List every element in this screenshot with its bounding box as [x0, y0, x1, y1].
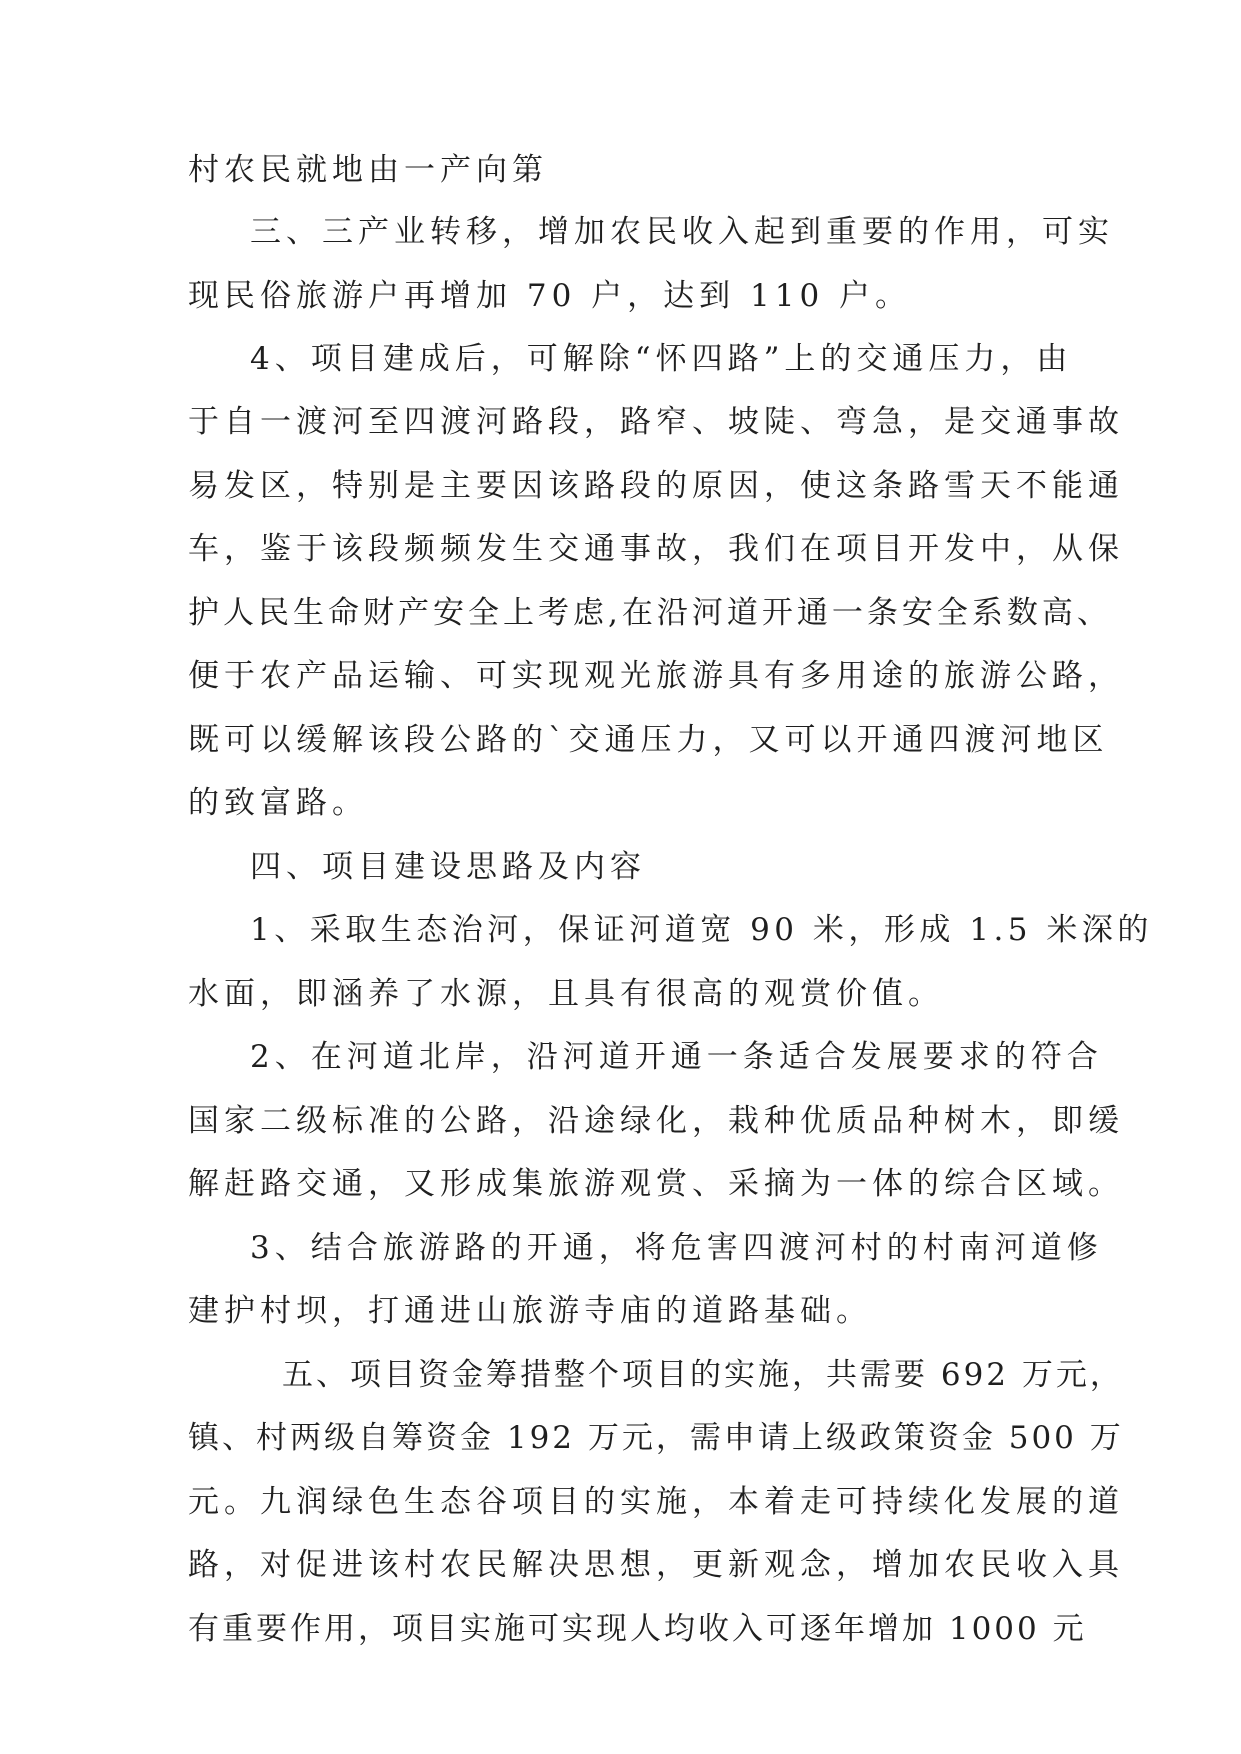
text-line-16: 国家二级标准的公路，沿途绿化，栽种优质品种树木，即缓 [188, 1103, 1124, 1139]
text-line-18: 3、结合旅游路的开通，将危害四渡河村的村南河道修 [250, 1230, 1103, 1266]
text-line-2: 三、三产业转移，增加农民收入起到重要的作用，可实 [250, 214, 1114, 250]
text-line-19: 建护村坝，打通进山旅游寺庙的道路基础。 [188, 1293, 872, 1329]
text-line-4: 4、项目建成后，可解除“怀四路”上的交通压力，由 [250, 341, 1073, 377]
text-line-8: 护人民生命财产安全上考虑,在沿河道开通一条安全系数高、 [188, 595, 1112, 631]
text-line-21: 镇、村两级自筹资金 192 万元，需申请上级政策资金 500 万 [188, 1420, 1124, 1456]
text-line-14: 水面，即涵养了水源，且具有很高的观赏价值。 [188, 976, 944, 1012]
text-line-11: 的致富路。 [188, 785, 368, 821]
text-line-13: 1、采取生态治河，保证河道宽 90 米，形成 1.5 米深的 [250, 912, 1153, 948]
text-line-10: 既可以缓解该段公路的`交通压力，又可以开通四渡河地区 [188, 722, 1109, 758]
text-line-23: 路，对促进该村农民解决思想，更新观念，增加农民收入具 [188, 1547, 1124, 1583]
text-line-22: 元。九润绿色生态谷项目的实施，本着走可持续化发展的道 [188, 1484, 1124, 1520]
text-line-5: 于自一渡河至四渡河路段，路窄、坡陡、弯急，是交通事故 [188, 404, 1124, 440]
section-heading-4: 四、项目建设思路及内容 [250, 849, 646, 885]
section-heading-5: 五、项目资金筹措整个项目的实施，共需要 692 万元， [282, 1357, 1124, 1393]
text-line-24: 有重要作用，项目实施可实现人均收入可逐年增加 1000 元 [188, 1611, 1087, 1647]
text-line-3: 现民俗旅游户再增加 70 户，达到 110 户。 [188, 278, 912, 314]
text-line-6: 易发区，特别是主要因该路段的原因，使这条路雪天不能通 [188, 468, 1124, 504]
text-line-7: 车，鉴于该段频频发生交通事故，我们在项目开发中，从保 [188, 531, 1124, 567]
text-line-9: 便于农产品运输、可实现观光旅游具有多用途的旅游公路， [188, 658, 1124, 694]
text-line-15: 2、在河道北岸，沿河道开通一条适合发展要求的符合 [250, 1039, 1103, 1075]
text-line-1: 村农民就地由一产向第 [188, 152, 548, 188]
text-line-17: 解赶路交通，又形成集旅游观赏、采摘为一体的综合区域。 [188, 1166, 1124, 1202]
